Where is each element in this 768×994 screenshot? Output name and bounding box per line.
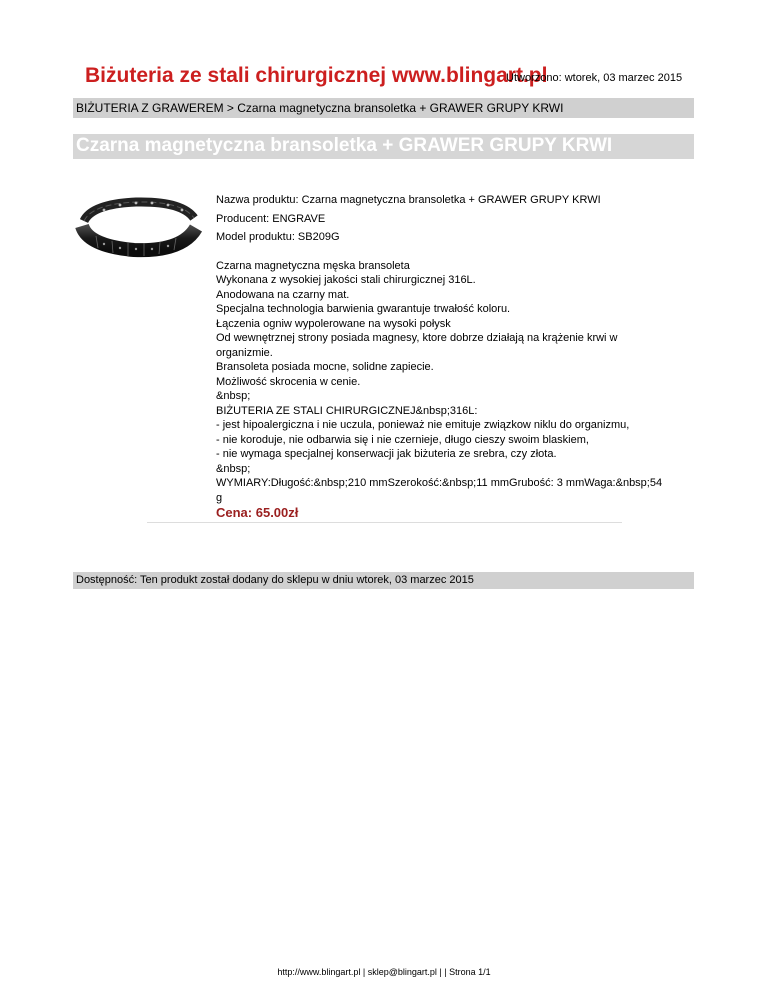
page-footer: http://www.blingart.pl | sklep@blingart.pl | | Strona 1/1 [277, 967, 491, 977]
product-name: Nazwa produktu: Czarna magnetyczna bransoletka + GRAWER GRUPY KRWI [216, 194, 601, 206]
availability-bar: Dostępność: Ten produkt został dodany do sklepu w dniu wtorek, 03 marzec 2015 [73, 572, 694, 589]
product-image [74, 186, 204, 266]
description-line: Łączenia ogniw wypolerowane na wysoki połysk [216, 317, 451, 330]
description-line: Czarna magnetyczna męska bransoleta [216, 259, 410, 272]
description-line: Wykonana z wysokiej jakości stali chirurgicznej 316L. [216, 274, 476, 286]
product-producer: Producent: ENGRAVE [216, 212, 326, 225]
description-line: Anodowana na czarny mat. [216, 288, 350, 301]
description-line: BIŻUTERIA ZE STALI CHIRURGICZNEJ&nbsp;316L: [216, 404, 478, 417]
description-line: Możliwość skrocenia w cenie. [216, 375, 361, 388]
product-model: Model produktu: SB209G [216, 231, 340, 243]
description-line: WYMIARY:Długość:&nbsp;210 mmSzerokość:&nbsp;11 mmGrubość: 3 mmWaga:&nbsp;54 g [216, 477, 663, 504]
created-date: Utworzono: wtorek, 03 marzec 2015 [506, 72, 683, 84]
site-title: Biżuteria ze stali chirurgicznej www.blingart.pl [85, 64, 548, 87]
product-info [216, 193, 666, 521]
description-line: - nie wymaga specjalnej konserwacji jak biżuteria ze srebra, czy złota. [216, 448, 557, 460]
description-line: - nie koroduje, nie odbarwia się i nie czernieje, długo cieszy swoim blaskiem, [216, 433, 589, 446]
description-line: &nbsp; [216, 462, 251, 475]
product-price: Cena: 65.00zł [216, 505, 299, 520]
description-line: - jest hipoalergiczna i nie uczula, ponieważ nie emituje związkow niklu do organizmu, [216, 419, 630, 431]
description-line: Od wewnętrznej strony posiada magnesy, ktore dobrze działają na krążenie krwi w organizmie. [216, 332, 618, 359]
product-heading: Czarna magnetyczna bransoletka + GRAWER GRUPY KRWI [73, 134, 694, 159]
description-line: Specjalna technologia barwienia gwarantuje trwałość koloru. [216, 303, 511, 315]
divider [147, 522, 622, 523]
bracelet-image [74, 186, 204, 266]
description-line: Bransoleta posiada mocne, solidne zapiecie. [216, 361, 434, 373]
breadcrumb: BIŻUTERIA Z GRAWEREM > Czarna magnetyczna bransoletka + GRAWER GRUPY KRWI [73, 98, 694, 118]
product-description [216, 259, 666, 506]
description-line: &nbsp; [216, 390, 251, 402]
